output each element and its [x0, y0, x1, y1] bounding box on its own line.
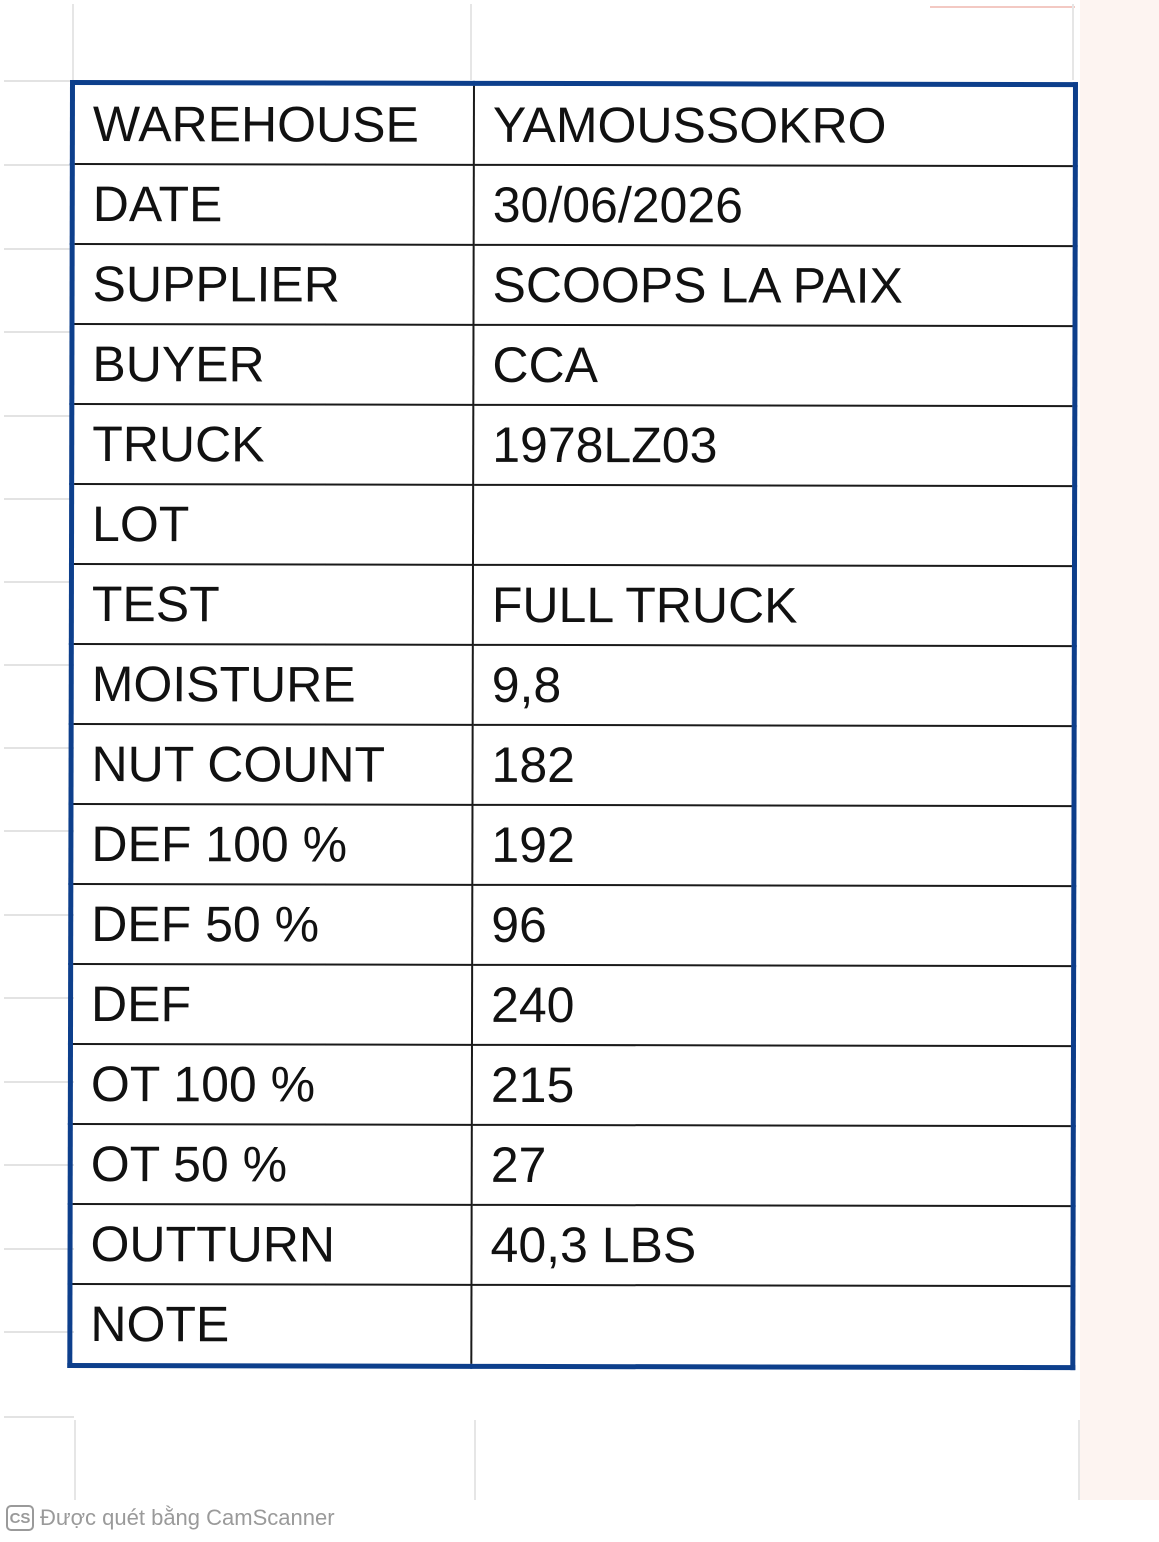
field-label-cell: DATE — [72, 164, 474, 245]
sheet-gridline — [4, 1164, 74, 1166]
table-row — [71, 884, 1074, 966]
scanner-caption: Được quét bằng CamScanner — [40, 1505, 335, 1530]
field-label-cell: TEST — [71, 564, 473, 645]
sheet-gridline — [72, 4, 74, 80]
scanner-watermark — [6, 1502, 335, 1534]
field-value-cell: 215 — [472, 1045, 1074, 1126]
table-row — [70, 964, 1073, 1046]
sheet-gridline — [4, 914, 74, 916]
sheet-gridline — [4, 997, 74, 999]
sheet-gridline — [4, 331, 74, 333]
sheet-gridline — [4, 80, 74, 82]
sheet-gridline — [4, 830, 74, 832]
field-value-cell: 192 — [472, 805, 1074, 886]
field-value-cell: CCA — [473, 325, 1075, 406]
table-row — [71, 564, 1074, 646]
table-row — [72, 324, 1075, 406]
field-value-cell: 96 — [472, 885, 1074, 966]
table-row — [70, 1284, 1073, 1368]
table-row — [70, 1204, 1073, 1286]
table-row — [70, 1124, 1073, 1206]
field-label-cell: OUTTURN — [70, 1204, 472, 1285]
table-row — [70, 1044, 1073, 1126]
field-label-cell: NOTE — [70, 1284, 472, 1366]
sheet-gridline — [4, 1248, 74, 1250]
page-top-accent — [930, 6, 1075, 8]
sheet-gridline — [4, 664, 74, 666]
table-row — [72, 83, 1075, 167]
field-value-cell: SCOOPS LA PAIX — [473, 245, 1075, 326]
sheet-gridline — [4, 1416, 74, 1418]
field-value-cell: 240 — [472, 965, 1074, 1046]
field-label-cell: DEF — [70, 964, 472, 1045]
sheet-gridline — [74, 1420, 76, 1500]
field-label-cell: OT 50 % — [70, 1124, 472, 1205]
field-label-cell: BUYER — [72, 324, 474, 405]
sheet-gridline — [4, 415, 74, 417]
field-label-cell: LOT — [71, 484, 473, 565]
sheet-gridline — [4, 581, 74, 583]
camscanner-logo-icon: CS — [6, 1505, 34, 1531]
field-label-cell: OT 100 % — [70, 1044, 472, 1125]
table-row — [71, 484, 1074, 566]
field-value-cell: 30/06/2026 — [474, 165, 1076, 246]
field-label-cell: MOISTURE — [71, 644, 473, 725]
inspection-table — [67, 80, 1078, 1370]
field-value-cell: YAMOUSSOKRO — [474, 83, 1076, 166]
sheet-gridline — [4, 248, 74, 250]
table-row — [71, 644, 1074, 726]
field-value-cell: FULL TRUCK — [473, 565, 1075, 646]
table-row — [71, 804, 1074, 886]
field-value-cell: 182 — [472, 725, 1074, 806]
sheet-gridline — [1078, 1420, 1080, 1500]
table-row — [72, 164, 1075, 246]
page-edge-shadow — [1080, 0, 1159, 1500]
sheet-gridline — [4, 1331, 74, 1333]
field-value-cell: 27 — [472, 1125, 1074, 1206]
sheet-gridline — [474, 1420, 476, 1500]
sheet-gridline — [4, 747, 74, 749]
sheet-gridline — [1072, 4, 1074, 80]
sheet-gridline — [4, 1081, 74, 1083]
field-label-cell: DEF 100 % — [71, 804, 473, 885]
sheet-gridline — [470, 4, 472, 80]
field-value-cell: 1978LZ03 — [473, 405, 1075, 486]
sheet-gridline — [4, 164, 74, 166]
field-label-cell: DEF 50 % — [71, 884, 473, 965]
field-value-cell — [471, 1285, 1073, 1368]
table-row — [72, 244, 1075, 326]
field-label-cell: TRUCK — [72, 404, 474, 485]
field-label-cell: WAREHOUSE — [72, 83, 474, 165]
table-row — [72, 404, 1075, 486]
table-row — [71, 724, 1074, 806]
field-value-cell — [473, 485, 1075, 566]
field-label-cell: SUPPLIER — [72, 244, 474, 325]
field-label-cell: NUT COUNT — [71, 724, 473, 805]
field-value-cell: 9,8 — [473, 645, 1075, 726]
sheet-gridline — [4, 498, 74, 500]
field-value-cell: 40,3 LBS — [471, 1205, 1073, 1286]
